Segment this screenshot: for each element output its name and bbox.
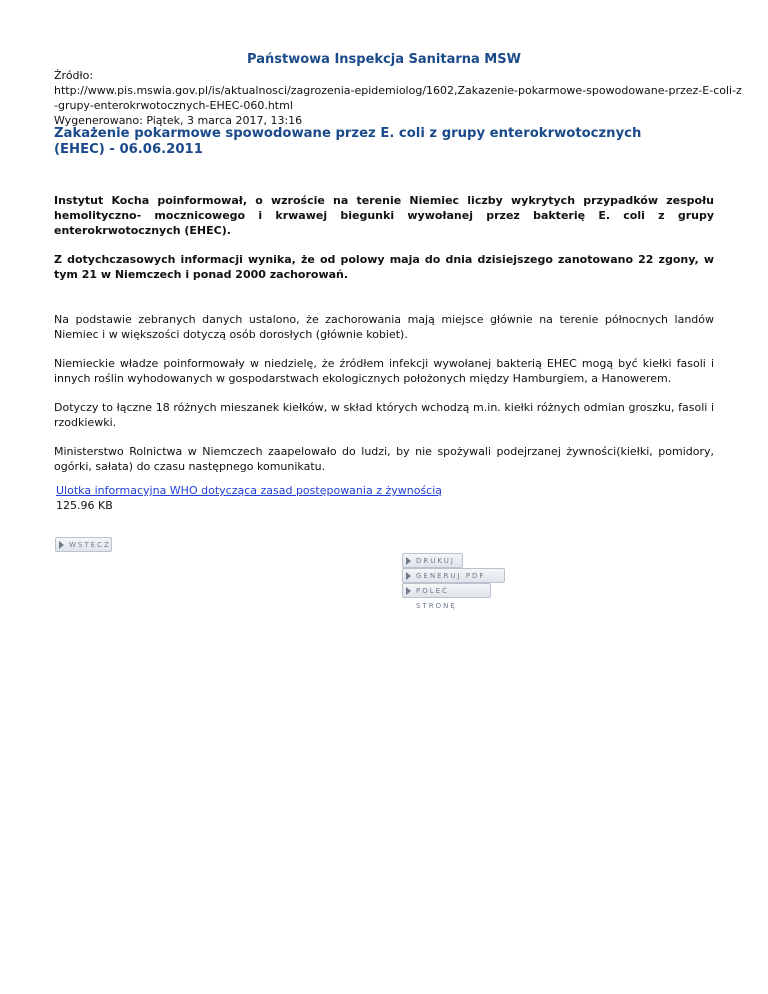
arrow-right-icon — [406, 572, 411, 580]
print-button-label: DRUKUJ — [416, 557, 455, 565]
lead-paragraph-1: Instytut Kocha poinformował, o wzroście na terenie Niemiec liczby wykrytych przypadków zespołu hemolityczno- mocznicowego i krwawej biegunki wywołanej przez bakterię E. coli z grupy enterokrwotocznych (EHEC). — [54, 194, 714, 237]
arrow-right-icon — [406, 557, 411, 565]
body-paragraph-3: Dotyczy to łączne 18 różnych mieszanek kiełków, w skład których wchodzą m.in. kiełki różnych odmian groszku, fasoli i rzodkiewki. — [54, 401, 714, 429]
attachment — [56, 483, 442, 513]
source-label: Źródło: — [54, 69, 94, 82]
arrow-right-icon — [406, 587, 411, 595]
attachment-size: 125.96 KB — [56, 499, 113, 512]
lead-paragraph-2: Z dotychczasowych informacji wynika, że od polowy maja do dnia dzisiejszego zanotowano 22 zgony, w tym 21 w Niemczech i ponad 2000 zachorowań. — [54, 253, 714, 281]
body-paragraph-1: Na podstawie zebranych danych ustalono, że zachorowania mają miejsce głównie na terenie północnych landów Niemiec i w większości dotyczą osób dorosłych (głównie kobiet). — [54, 313, 714, 341]
recommend-page-button-label: POLEĆ STRONĘ — [416, 587, 457, 610]
body-paragraph-4: Ministerstwo Rolnictwa w Niemczech zaapelowało do ludzi, by nie spożywali podejrzanej żywności(kiełki, pomidory, ogórki, sałata) do czasu następnego komunikatu. — [54, 445, 714, 473]
source-url-line-1: http://www.pis.mswia.gov.pl/is/aktualnosci/zagrozenia-epidemiolog/1602,Zakazenie-pokarmowe-spowodowane-przez-E-coli-z — [54, 84, 742, 97]
source-url-line-2: -grupy-enterokrwotocznych-EHEC-060.html — [54, 99, 293, 112]
org-title: Państwowa Inspekcja Sanitarna MSW — [247, 52, 521, 67]
article-title: Zakażenie pokarmowe spowodowane przez E. coli z grupy enterokrwotocznych (EHEC) - 06.06.2011 — [54, 126, 642, 157]
generated-timestamp: Wygenerowano: Piątek, 3 marca 2017, 13:16 — [54, 114, 303, 127]
back-button[interactable] — [55, 537, 112, 552]
arrow-right-icon — [59, 541, 64, 549]
back-button-label: WSTECZ — [69, 541, 111, 549]
article-body — [54, 193, 714, 474]
generate-pdf-button-label: GENERUJ PDF — [416, 572, 486, 580]
print-button[interactable] — [402, 553, 463, 568]
source-meta — [54, 68, 742, 128]
attachment-link[interactable]: Ulotka informacyjna WHO dotycząca zasad postępowania z żywnością — [56, 484, 443, 497]
body-paragraph-2: Niemieckie władze poinformowały w niedzielę, że źródłem infekcji wywołanej bakterią EHEC mogą być kiełki fasoli i innych roślin wyhodowanych w gospodarstwach ekologicznych położonych między Hamburgiem, a Hanowerem. — [54, 357, 714, 385]
generate-pdf-button[interactable] — [402, 568, 505, 583]
recommend-page-button[interactable] — [402, 583, 491, 610]
